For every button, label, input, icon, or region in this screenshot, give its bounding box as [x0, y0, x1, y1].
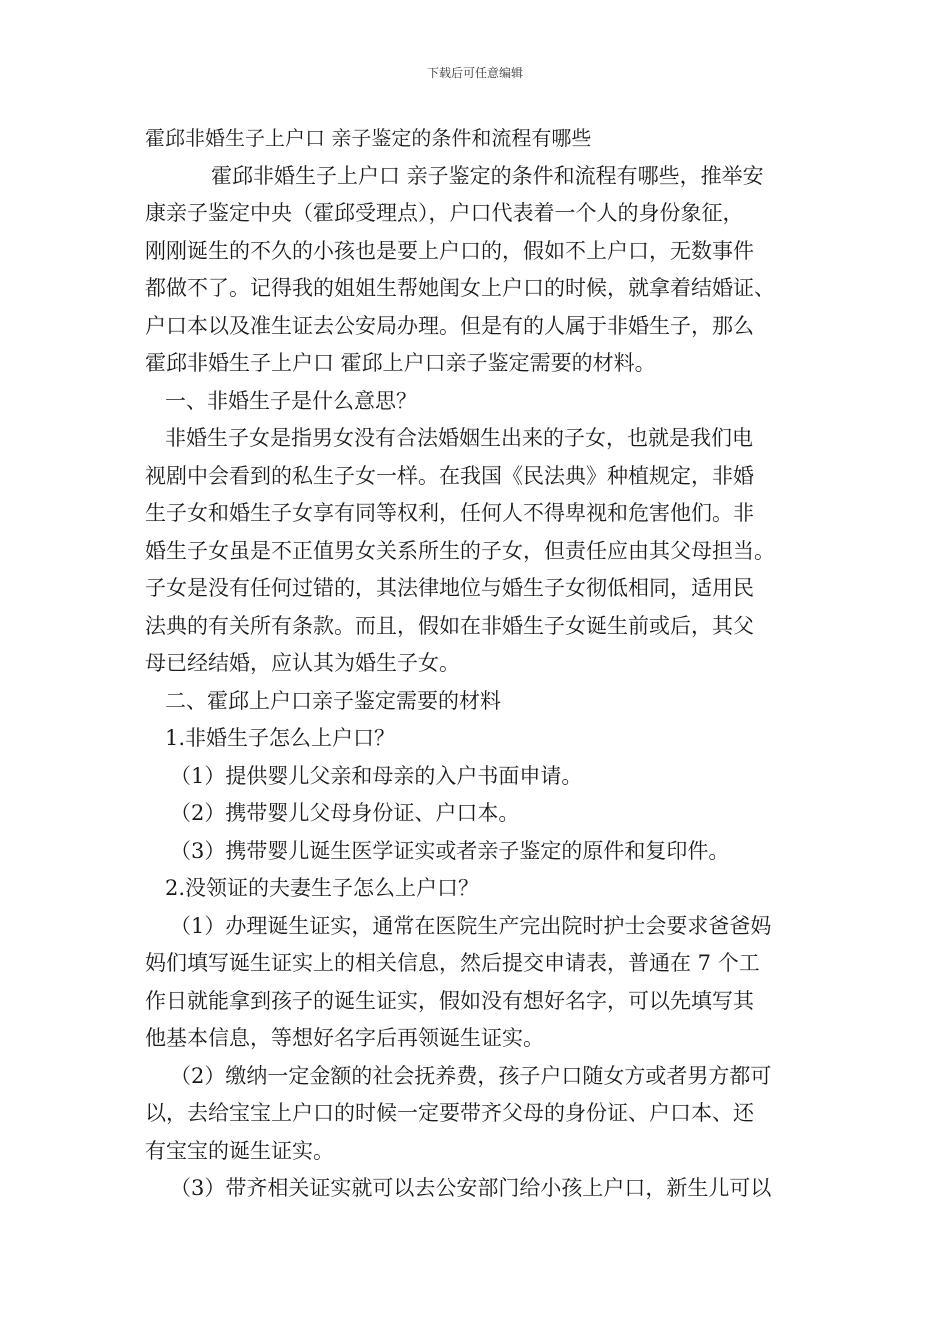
page-header: 下载后可任意编辑 — [426, 66, 523, 80]
text-line: 法典的有关所有条款。而且，假如在非婚生子女诞生前或后，其父 — [145, 613, 754, 638]
text-line: 康亲子鉴定中央（霍邱受理点），户口代表着一个人的身份象征， — [145, 201, 744, 225]
text-line: 生子女和婚生子女享有同等权利，任何人不得卑视和危害他们。非 — [145, 501, 754, 525]
text-line: （2）携带婴儿父母身份证、户口本。 — [170, 801, 520, 825]
text-line: 非婚生子女是指男女没有合法婚姻生出来的子女，也就是我们电 — [165, 426, 753, 450]
paragraph-lines — [145, 158, 810, 1208]
text-line: 二、霍邱上户口亲子鉴定需要的材料 — [165, 688, 501, 713]
text-line: 视剧中会看到的私生子女一样。在我国《民法典》种植规定，非婚 — [145, 463, 754, 488]
text-line: 以，去给宝宝上户口的时候一定要带齐父母的身份证、户口本、还 — [145, 1101, 754, 1125]
text-line: 户口本以及准生证去公安局办理。但是有的人属于非婚生子，那么 — [145, 313, 754, 338]
text-line: 刚刚诞生的不久的小孩也是要上户口的，假如不上户口，无数事件 — [145, 238, 754, 263]
text-line: 都做不了。记得我的姐姐生帮她闺女上户口的时候，就拿着结婚证、 — [145, 276, 775, 300]
text-line: 有宝宝的诞生证实。 — [145, 1138, 334, 1163]
text-line: 子女是没有任何过错的，其法律地位与婚生子女彻低相同，适用民 — [145, 576, 754, 600]
text-line: （1）提供婴儿父亲和母亲的入户书面申请。 — [170, 763, 583, 788]
text-line: 作日就能拿到孩子的诞生证实，假如没有想好名字，可以先填写其 — [145, 988, 754, 1013]
text-line: 妈们填写诞生证实上的相关信息，然后提交申请表，普通在 7 个工 — [145, 951, 760, 975]
text-line: （3）携带婴儿诞生医学证实或者亲子鉴定的原件和复印件。 — [170, 838, 730, 863]
document-body — [145, 120, 810, 1208]
text-line: 婚生子女虽是不正值男女关系所生的子女，但责任应由其父母担当。 — [145, 538, 775, 563]
text-line: 2.没领证的夫妻生子怎么上户口？ — [165, 876, 480, 900]
text-line: 1.非婚生子怎么上户口？ — [165, 726, 396, 750]
text-line: （1）办理诞生证实，通常在医院生产完出院时护士会要求爸爸妈 — [170, 913, 772, 938]
text-line: （2）缴纳一定金额的社会抚养费，孩子户口随女方或者男方都可 — [170, 1063, 772, 1088]
text-line: 霍邱非婚生子上户口 霍邱上户口亲子鉴定需要的材料。 — [145, 351, 656, 375]
text-line: 他基本信息，等想好名字后再领诞生证实。 — [145, 1026, 544, 1050]
text-line: （3）带齐相关证实就可以去公安部门给小孩上户口，新生儿可以 — [170, 1176, 772, 1200]
text-line: 霍邱非婚生子上户口 亲子鉴定的条件和流程有哪些，推举安 — [211, 163, 764, 188]
text-line: 一、非婚生子是什么意思？ — [165, 388, 417, 413]
text-line: 母已经结婚，应认其为婚生子女。 — [145, 651, 460, 675]
document-title: 霍邱非婚生子上户口 亲子鉴定的条件和流程有哪些 — [145, 126, 592, 150]
